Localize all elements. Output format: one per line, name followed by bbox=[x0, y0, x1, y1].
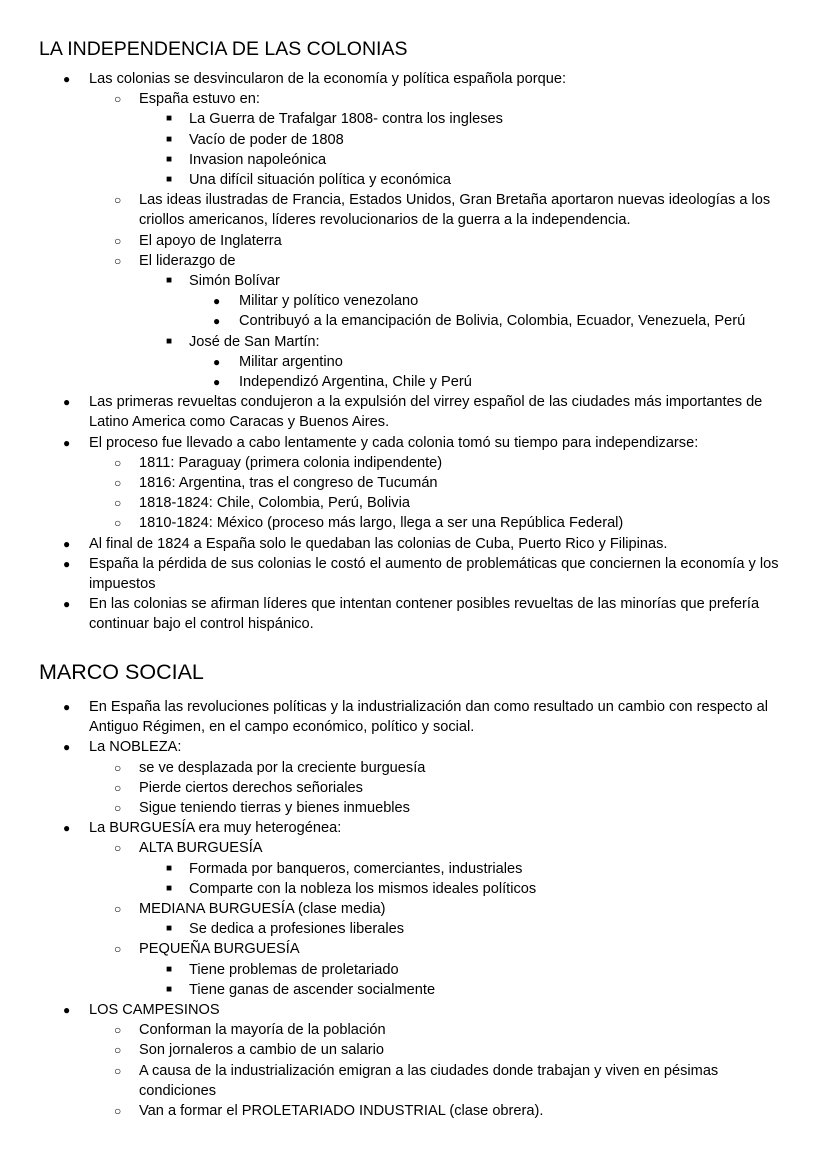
disc-bullet-icon: ● bbox=[63, 72, 71, 86]
disc-bullet-icon: ● bbox=[63, 700, 71, 714]
list-item: ○ Van a formar el PROLETARIADO INDUSTRIAL (clase obrera). bbox=[0, 1101, 828, 1121]
section-title-marco-social: MARCO SOCIAL bbox=[39, 660, 204, 684]
list-item: ○ Conforman la mayoría de la población bbox=[0, 1020, 828, 1040]
list-item: ● En las colonias se afirman líderes que intentan contener posibles revueltas de las minorías que prefería continuar bajo el control hispánico. bbox=[63, 596, 760, 633]
circle-bullet-icon: ○ bbox=[114, 902, 122, 917]
list-item: ■ Se dedica a profesiones liberales bbox=[0, 919, 828, 939]
list-item: ● Al final de 1824 a España solo le quedaban las colonias de Cuba, Puerto Rico y Filipinas. bbox=[0, 534, 828, 554]
disc-bullet-icon: ● bbox=[63, 740, 71, 755]
circle-bullet-icon: ○ bbox=[114, 780, 122, 795]
list-item: ○ Sigue teniendo tierras y bienes inmuebles bbox=[0, 798, 828, 818]
square-bullet-icon: ■ bbox=[166, 133, 173, 145]
list-item: ■ La Guerra de Trafalgar 1808- contra los ingleses bbox=[0, 109, 828, 129]
list-item: ■ Una difícil situación política y económica bbox=[0, 170, 828, 190]
disc-bullet-icon: ● bbox=[63, 597, 71, 612]
list-item: ○ 1818-1824: Chile, Colombia, Perú, Bolivia bbox=[0, 493, 828, 513]
list-item: ○ Son jornaleros a cambio de un salario bbox=[0, 1040, 828, 1060]
list-item: ● Independizó Argentina, Chile y Perú bbox=[0, 372, 828, 392]
list-item: ○ El apoyo de Inglaterra bbox=[0, 231, 828, 251]
square-bullet-icon: ■ bbox=[166, 963, 173, 975]
section-list-independencia bbox=[0, 69, 828, 635]
list-item: ■ Vacío de poder de 1808 bbox=[0, 130, 828, 150]
square-bullet-icon: ■ bbox=[166, 862, 173, 874]
disc-bullet-icon: ● bbox=[63, 395, 71, 410]
square-bullet-icon: ■ bbox=[166, 275, 173, 287]
circle-bullet-icon: ○ bbox=[114, 760, 122, 775]
disc-bullet-icon: ● bbox=[213, 354, 221, 369]
square-bullet-icon: ■ bbox=[166, 335, 173, 347]
list-item: ● La NOBLEZA: bbox=[0, 737, 828, 757]
list-item: ○ 1810-1824: México (proceso más largo, llega a ser una República Federal) bbox=[0, 513, 828, 533]
circle-bullet-icon: ○ bbox=[114, 455, 122, 470]
circle-bullet-icon: ○ bbox=[114, 496, 122, 511]
list-item: ○ El liderazgo de bbox=[0, 251, 828, 271]
list-item: ○ Las ideas ilustradas de Francia, Estados Unidos, Gran Bretaña aportaron nuevas ideologías a los criollos americanos, líderes revolucionarios de la guerra a la independencia. bbox=[114, 192, 771, 229]
circle-bullet-icon: ○ bbox=[114, 233, 122, 248]
circle-bullet-icon: ○ bbox=[114, 1023, 122, 1038]
list-item: ● El proceso fue llevado a cabo lentamente y cada colonia tomó su tiempo para independizarse: bbox=[0, 433, 828, 453]
list-item: ● Militar y político venezolano bbox=[0, 291, 828, 311]
circle-bullet-icon: ○ bbox=[114, 942, 122, 957]
list-item: ● España la pérdida de sus colonias le costó el aumento de problemáticas que conciernen la economía y los impuestos bbox=[63, 555, 779, 593]
circle-bullet-icon: ○ bbox=[114, 516, 122, 531]
disc-bullet-icon: ● bbox=[213, 294, 221, 309]
list-item: ■ Invasion napoleónica bbox=[0, 150, 828, 170]
circle-bullet-icon: ○ bbox=[114, 92, 122, 107]
circle-bullet-icon: ○ bbox=[114, 476, 122, 491]
list-item: ■ José de San Martín: bbox=[0, 332, 828, 352]
disc-bullet-icon: ● bbox=[63, 556, 71, 571]
list-item: ○ 1811: Paraguay (primera colonia indipendente) bbox=[0, 453, 828, 473]
disc-bullet-icon: ● bbox=[213, 314, 221, 329]
circle-bullet-icon: ○ bbox=[114, 253, 122, 268]
circle-bullet-icon: ○ bbox=[114, 1104, 122, 1119]
list-item: ○ Pierde ciertos derechos señoriales bbox=[0, 778, 828, 798]
square-bullet-icon: ■ bbox=[166, 983, 173, 995]
list-item: ○ se ve desplazada por la creciente burguesía bbox=[0, 758, 828, 778]
list-item: ● LOS CAMPESINOS bbox=[0, 1000, 828, 1020]
section-title-independencia: LA INDEPENDENCIA DE LAS COLONIAS bbox=[39, 38, 408, 60]
circle-bullet-icon: ○ bbox=[114, 1063, 122, 1078]
section-list-marco-social bbox=[0, 697, 828, 1121]
disc-bullet-icon: ● bbox=[63, 1003, 71, 1018]
disc-bullet-icon: ● bbox=[63, 821, 71, 836]
list-item: ● Militar argentino bbox=[0, 352, 828, 372]
list-item: ■ Comparte con la nobleza los mismos ideales políticos bbox=[0, 879, 828, 899]
list-item: ■ Simón Bolívar bbox=[0, 271, 828, 291]
list-item: ● La BURGUESÍA era muy heterogénea: bbox=[0, 818, 828, 838]
square-bullet-icon: ■ bbox=[166, 882, 173, 894]
list-item: ■ Formada por banqueros, comerciantes, industriales bbox=[0, 859, 828, 879]
list-item: ○ PEQUEÑA BURGUESÍA bbox=[0, 939, 828, 959]
circle-bullet-icon: ○ bbox=[114, 193, 122, 208]
list-item: ● Las primeras revueltas condujeron a la expulsión del virrey español de las ciudades más importantes de Latino America como Caracas y Buenos Aires. bbox=[63, 394, 763, 431]
list-item: ○ MEDIANA BURGUESÍA (clase media) bbox=[0, 899, 828, 919]
square-bullet-icon: ■ bbox=[166, 174, 173, 186]
disc-bullet-icon: ● bbox=[63, 435, 71, 450]
disc-bullet-icon: ● bbox=[63, 536, 71, 551]
list-item: ○ ALTA BURGUESÍA bbox=[0, 838, 828, 858]
disc-bullet-icon: ● bbox=[213, 375, 221, 390]
list-item: ■ Tiene problemas de proletariado bbox=[0, 960, 828, 980]
circle-bullet-icon: ○ bbox=[114, 841, 122, 856]
list-item: ■ Tiene ganas de ascender socialmente bbox=[0, 980, 828, 1000]
square-bullet-icon: ■ bbox=[166, 923, 173, 935]
list-item: ○ España estuvo en: bbox=[0, 89, 828, 109]
square-bullet-icon: ■ bbox=[166, 113, 173, 125]
list-item: ● Las colonias se desvincularon de la economía y política española porque: bbox=[0, 69, 828, 89]
list-item: ○ 1816: Argentina, tras el congreso de Tucumán bbox=[0, 473, 828, 493]
list-item: ● En España las revoluciones políticas y la industrialización dan como resultado un cambio con respecto al Antiguo Régimen, en el campo económico, político y social. bbox=[63, 699, 768, 736]
circle-bullet-icon: ○ bbox=[114, 1043, 122, 1058]
circle-bullet-icon: ○ bbox=[114, 801, 122, 816]
list-item: ● Contribuyó a la emancipación de Bolivia, Colombia, Ecuador, Venezuela, Perú bbox=[0, 311, 828, 331]
square-bullet-icon: ■ bbox=[166, 153, 173, 165]
list-item: ○ A causa de la industrialización emigran a las ciudades donde trabajan y viven en pésimas condiciones bbox=[114, 1062, 719, 1099]
